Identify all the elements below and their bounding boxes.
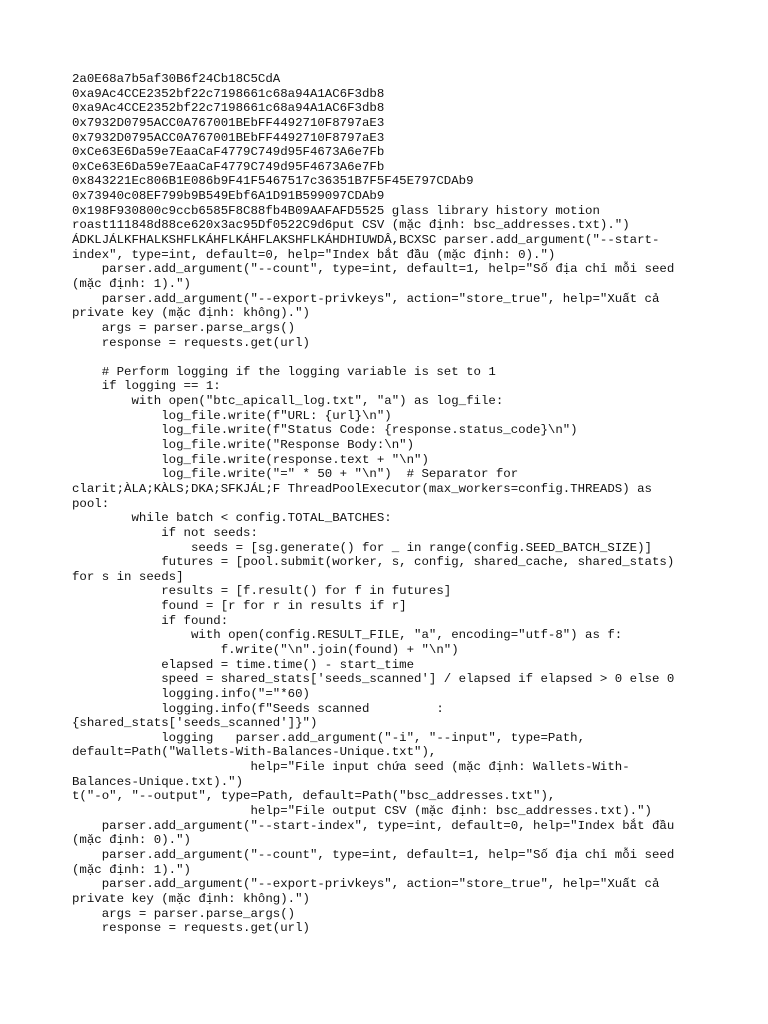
code-line: parser.add_argument("--export-privkeys", action="store_true", help="Xuất cả [72,291,660,306]
code-line: for s in seeds] [72,569,184,584]
code-line: parser.add_argument("--count", type=int, default=1, help="Số địa chỉ mỗi seed [72,262,675,277]
code-line: args = parser.parse_args() [72,906,296,921]
code-line: response = requests.get(url) [72,335,310,350]
code-line: logging parser.add_argument("-i", "--input", type=Path, [72,730,586,745]
code-line: # Perform logging if the logging variable is set to 1 [72,364,496,379]
code-line: found = [r for r in results if r] [72,599,407,614]
code-line: log_file.write("=" * 50 + "\n") # Separator for [72,467,519,482]
code-line: help="File output CSV (mặc định: bsc_addresses.txt).") [72,804,652,819]
code-line: results = [f.result() for f in futures] [72,584,452,599]
code-line: with open("btc_apicall_log.txt", "a") as log_file: [72,394,504,409]
code-line: if logging == 1: [72,379,221,394]
code-line: logging.info(f"Seeds scanned : [72,701,444,716]
code-line: speed = shared_stats['seeds_scanned'] / elapsed if elapsed > 0 else 0 [72,672,675,687]
code-line: help="File input chứa seed (mặc định: Wallets-With- [72,760,630,775]
code-line: index", type=int, default=0, help="Index bắt đầu (mặc định: 0).") [72,247,556,262]
code-line: logging.info("="*60) [72,686,310,701]
code-line: 0xa9Ac4CCE2352bf22c7198661c68a94A1AC6F3db8 [72,101,385,116]
code-line: log_file.write("Response Body:\n") [72,438,415,453]
code-line: clarit;ÀLA;KÀLS;DKA;SFKJÁL;F ThreadPoolExecutor(max_workers=config.THREADS) as [72,481,652,496]
code-line: while batch < config.TOTAL_BATCHES: [72,511,392,526]
code-line: (mặc định: 0).") [72,833,191,848]
code-line: seeds = [sg.generate() for _ in range(config.SEED_BATCH_SIZE)] [72,540,652,555]
code-line: futures = [pool.submit(worker, s, config, shared_cache, shared_stats) [72,555,675,570]
code-line: 0x73940c08EF799b9B549Ebf6A1D91B599097CDAb9 [72,189,385,204]
code-line: 0x843221Ec806B1E086b9F41F5467517c36351B7F5F45E797CDAb9 [72,174,474,189]
code-line: if found: [72,613,229,628]
code-line: default=Path("Wallets-With-Balances-Unique.txt"), [72,745,437,760]
code-line: elapsed = time.time() - start_time [72,657,415,672]
code-line: pool: [72,496,110,511]
code-line: response = requests.get(url) [72,921,310,936]
code-line: roast111848d88ce620x3ac95Df0522C9d6put CSV (mặc định: bsc_addresses.txt).") [72,218,630,233]
code-line: log_file.write(f"URL: {url}\n") [72,408,392,423]
code-line: 0x198F930800c9ccb6585F8C88fb4B09AAFAFD5525 glass library history motion [72,203,600,218]
code-line: parser.add_argument("--export-privkeys", action="store_true", help="Xuất cả [72,877,660,892]
code-line: parser.add_argument("--start-index", type=int, default=0, help="Index bắt đầu [72,818,675,833]
code-line: private key (mặc định: không).") [72,891,310,906]
code-line: 0xa9Ac4CCE2352bf22c7198661c68a94A1AC6F3db8 [72,86,385,101]
code-line: (mặc định: 1).") [72,276,191,291]
code-line: log_file.write(response.text + "\n") [72,452,429,467]
code-line: log_file.write(f"Status Code: {response.status_code}\n") [72,423,578,438]
code-line [72,350,692,365]
code-text-block [72,72,692,936]
code-line: args = parser.parse_args() [72,320,296,335]
code-line: (mặc định: 1).") [72,862,191,877]
code-line: t("-o", "--output", type=Path, default=Path("bsc_addresses.txt"), [72,789,556,804]
code-line: 0x7932D0795ACC0A767001BEbFF4492710F8797aE3 [72,130,385,145]
code-line: 0x7932D0795ACC0A767001BEbFF4492710F8797aE3 [72,115,385,130]
code-line: f.write("\n".join(found) + "\n") [72,642,459,657]
code-line: 2a0E68a7b5af30B6f24Cb18C5CdA [72,72,281,86]
code-line: with open(config.RESULT_FILE, "a", encoding="utf-8") as f: [72,628,623,643]
code-line: {shared_stats['seeds_scanned']}") [72,716,318,731]
code-line: parser.add_argument("--count", type=int, default=1, help="Số địa chỉ mỗi seed [72,847,675,862]
code-line: if not seeds: [72,525,258,540]
code-line: 0xCe63E6Da59e7EaaCaF4779C749d95F4673A6e7Fb [72,159,385,174]
code-line: 0xCe63E6Da59e7EaaCaF4779C749d95F4673A6e7Fb [72,145,385,160]
code-line: private key (mặc định: không).") [72,306,310,321]
code-line: ÁDKLJÁLKFHALKSHFLKÁHFLKÁHFLAKSHFLKÁHDHIUWDÂ,BCXSC parser.add_argument("--start- [72,233,660,248]
code-line: Balances-Unique.txt).") [72,774,244,789]
